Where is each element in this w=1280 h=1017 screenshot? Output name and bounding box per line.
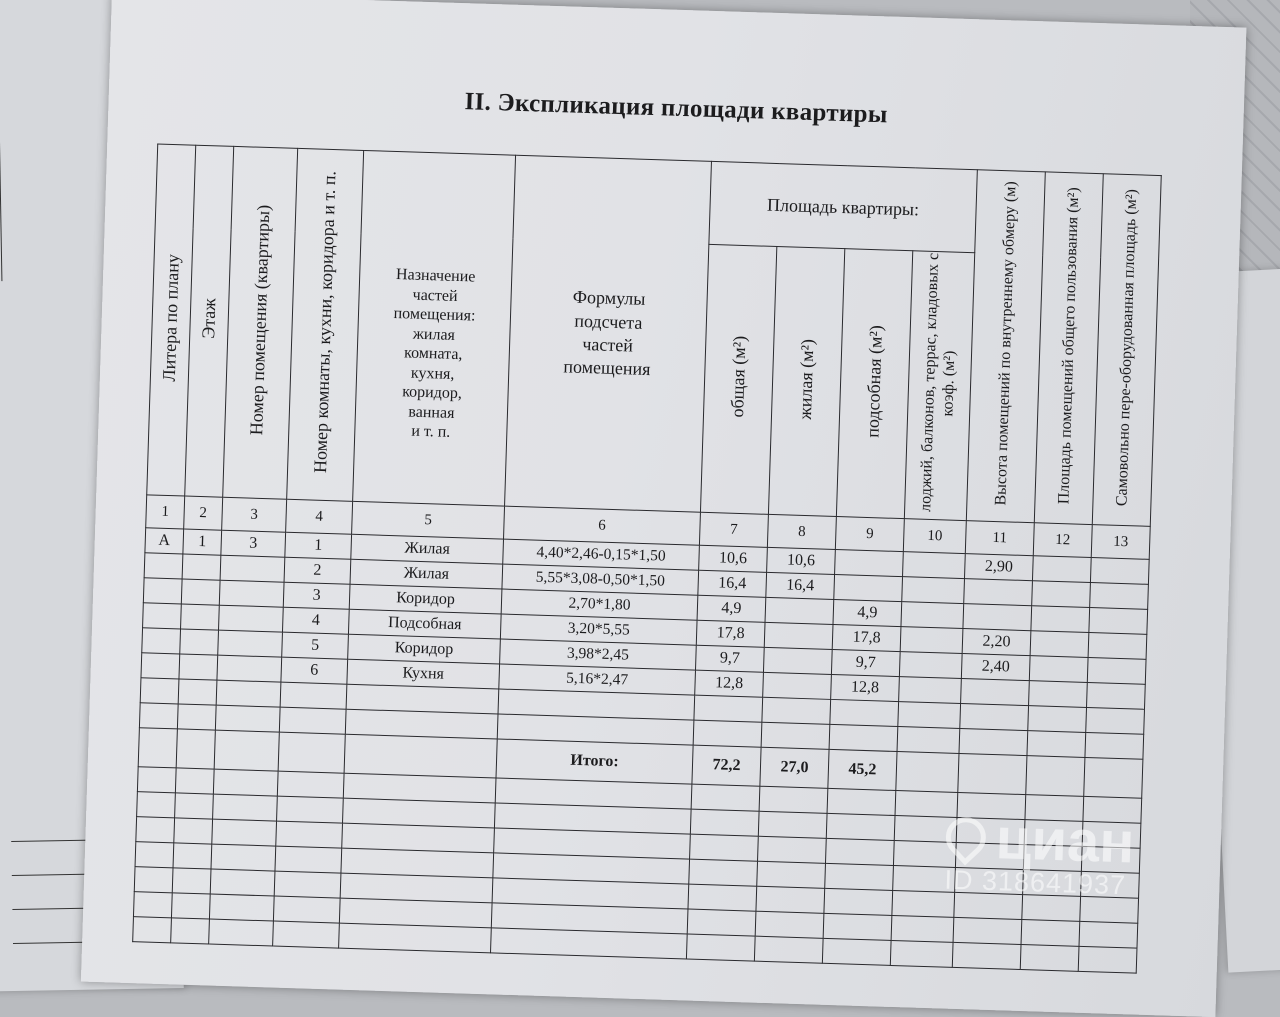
cell-empty (686, 934, 755, 961)
header-area-group: Площадь квартиры: (709, 161, 977, 252)
header-col-5 (353, 150, 516, 506)
cell-common (1032, 556, 1091, 583)
cell-room: 3 (283, 582, 350, 609)
cell-empty (756, 886, 825, 913)
cell-empty (823, 913, 892, 940)
cell-apt: 3 (221, 530, 286, 557)
document-page (81, 0, 1247, 1017)
cell-total: 17,8 (696, 620, 765, 647)
cell-empty (830, 699, 899, 726)
cell-empty (825, 863, 894, 890)
cell-total: 4,9 (697, 595, 766, 622)
cell-empty (491, 928, 688, 959)
cell-formula: 3,20*5,55 (500, 614, 697, 645)
cell-empty (277, 796, 344, 823)
cell-self (1087, 682, 1146, 709)
cell-empty (216, 680, 281, 707)
cell-living (765, 597, 834, 624)
cell-formula: 4,40*2,46-0,15*1,50 (503, 539, 700, 570)
column-number: 13 (1091, 525, 1150, 560)
cell-room: 5 (282, 632, 349, 659)
cell-empty (1021, 920, 1080, 947)
cell-empty (174, 818, 213, 844)
cell-floor (181, 604, 220, 630)
cell-living: 10,6 (767, 547, 836, 574)
cell-apt (219, 580, 284, 607)
purpose-header-line: жилая (412, 325, 456, 344)
cell-aux (835, 549, 904, 576)
cell-room: 4 (282, 607, 349, 634)
cell-room: 6 (281, 657, 348, 684)
cell-empty (958, 753, 1027, 794)
column-number: 10 (903, 519, 966, 554)
cell-loggia (901, 602, 964, 629)
cell-room: 1 (285, 532, 352, 559)
cell-empty (687, 909, 756, 936)
header-col-12: Площадь помещений общего пользования (м²) (1034, 172, 1103, 525)
totals-living: 27,0 (760, 747, 829, 788)
cell-empty (762, 697, 831, 724)
cell-empty (960, 704, 1029, 731)
column-number: 11 (965, 521, 1034, 556)
purpose-header-line: комната, (403, 344, 463, 364)
cell-loggia (903, 552, 966, 579)
cell-empty (173, 843, 212, 869)
cell-empty (213, 769, 278, 796)
sheet-frame-line (0, 21, 2, 281)
purpose-header-lines (355, 212, 513, 444)
cell-litera: А (145, 528, 184, 554)
column-number: 5 (352, 501, 505, 539)
cell-room: 2 (284, 557, 351, 584)
cell-formula: 3,98*2,45 (500, 639, 697, 670)
cell-floor (179, 654, 218, 680)
cell-empty (890, 940, 953, 967)
cell-litera (144, 553, 183, 579)
cell-formula: 2,70*1,80 (501, 589, 698, 620)
cell-living (763, 672, 832, 699)
cell-empty (210, 869, 275, 896)
header-col-9: подсобная (м²) (836, 249, 912, 519)
cell-empty (755, 911, 824, 938)
cell-living (763, 647, 832, 674)
watermark-id: ID 318641937 (944, 864, 1127, 901)
cell-empty (177, 704, 216, 730)
cell-empty (761, 722, 830, 749)
cell-height: 2,20 (962, 629, 1031, 656)
purpose-header-line: кухня, (410, 364, 455, 383)
cell-apt (217, 655, 282, 682)
column-number: 7 (699, 512, 768, 547)
column-number: 9 (835, 517, 904, 552)
cell-empty (138, 728, 177, 768)
cell-empty (897, 727, 960, 754)
cell-height (963, 604, 1032, 631)
watermark-brand: циан (994, 806, 1136, 876)
cell-purpose: Коридор (348, 634, 501, 664)
cell-empty (175, 793, 214, 819)
cell-empty (214, 730, 279, 771)
header-col-6 (505, 155, 712, 512)
cell-empty (276, 821, 343, 848)
cell-loggia (900, 627, 963, 654)
document-title: II. Экспликация площади квартиры (464, 88, 889, 129)
cell-aux: 12,8 (831, 674, 900, 701)
cell-litera (143, 578, 182, 604)
cell-empty (279, 707, 346, 734)
cell-purpose: Кухня (347, 659, 500, 689)
cell-empty (133, 917, 172, 943)
cell-empty (135, 842, 174, 868)
cell-purpose: Коридор (349, 584, 502, 614)
formula-header-line: Формулы (572, 286, 646, 310)
purpose-header-line: ванная (408, 403, 455, 422)
cell-empty (759, 786, 828, 813)
cell-empty (133, 892, 172, 918)
cell-empty (175, 768, 214, 794)
cell-empty (898, 702, 961, 729)
cell-aux: 4,9 (833, 599, 902, 626)
cell-height: 2,40 (961, 654, 1030, 681)
cell-living (764, 622, 833, 649)
column-number: 3 (222, 497, 287, 532)
cell-floor: 1 (183, 529, 222, 555)
cell-empty (896, 752, 959, 793)
cell-formula: 5,16*2,47 (499, 664, 696, 695)
cell-empty (822, 938, 891, 965)
purpose-header-line: частей (412, 286, 458, 305)
cell-empty (137, 767, 176, 793)
cell-height (964, 579, 1033, 606)
cell-floor (180, 629, 219, 655)
cell-apt (219, 605, 284, 632)
purpose-header-line: и т. п. (411, 422, 451, 442)
cell-empty (758, 836, 827, 863)
cell-total: 9,7 (695, 645, 764, 672)
cell-empty (280, 682, 347, 709)
cell-purpose: Подсобная (348, 609, 501, 639)
purpose-header-line: помещения: (393, 305, 476, 325)
cell-empty (953, 917, 1022, 944)
cell-empty (952, 942, 1021, 969)
header-row (155, 144, 1161, 258)
cell-empty (172, 868, 211, 894)
cell-total: 10,6 (699, 545, 768, 572)
cell-empty (273, 921, 340, 948)
cell-empty (213, 794, 278, 821)
cell-empty (827, 788, 896, 815)
cell-self (1088, 633, 1147, 660)
cell-empty (691, 784, 760, 811)
cell-self (1090, 558, 1149, 585)
cell-empty (1027, 731, 1086, 758)
cell-litera (141, 653, 180, 679)
header-col-3: Номер помещения (квартиры) (223, 146, 298, 499)
cell-empty (693, 720, 762, 747)
cell-purpose: Жилая (350, 559, 503, 589)
cell-empty (694, 695, 763, 722)
cell-floor (181, 579, 220, 605)
column-number: 8 (767, 514, 836, 549)
cell-empty (1026, 756, 1085, 797)
cell-apt (220, 555, 285, 582)
cell-empty (139, 703, 178, 729)
cell-purpose: Жилая (351, 534, 504, 564)
cell-empty (278, 732, 345, 773)
cell-empty (1079, 921, 1138, 948)
cell-empty (137, 792, 176, 818)
cell-empty (212, 819, 277, 846)
cell-empty (136, 817, 175, 843)
header-col-4: Номер комнаты, кухни, коридора и т. п. (287, 148, 364, 501)
cell-empty (690, 809, 759, 836)
cell-common (1032, 581, 1091, 608)
column-number: 6 (504, 506, 701, 545)
cell-empty (688, 884, 757, 911)
cell-total: 12,8 (695, 670, 764, 697)
cell-aux: 9,7 (831, 649, 900, 676)
cell-loggia (902, 577, 965, 604)
purpose-header-line: Назначение (395, 266, 476, 286)
cell-empty (344, 734, 497, 778)
cell-empty (209, 894, 274, 921)
header-col-8: жилая (м²) (768, 247, 844, 517)
cell-empty (829, 724, 898, 751)
cell-common (1031, 606, 1090, 633)
table-body (133, 528, 1150, 973)
cell-formula: 5,55*3,08-0,50*1,50 (502, 564, 699, 595)
column-number: 4 (286, 499, 353, 534)
cell-empty (1085, 732, 1144, 759)
cell-empty (275, 846, 342, 873)
cell-empty (171, 918, 210, 944)
cell-apt (218, 630, 283, 657)
cell-litera (142, 628, 181, 654)
location-pin-icon (938, 809, 995, 866)
purpose-header-line: коридор, (401, 383, 463, 403)
cell-empty (1020, 945, 1079, 972)
cell-empty (339, 923, 492, 953)
cell-empty (1028, 706, 1087, 733)
cell-empty (171, 893, 210, 919)
cell-empty (690, 834, 759, 861)
header-col-2: Этаж (185, 145, 234, 497)
formula-header-line: частей (582, 333, 634, 356)
cell-empty (826, 813, 895, 840)
cell-empty (277, 771, 344, 798)
cell-empty (274, 871, 341, 898)
cell-empty (209, 919, 274, 946)
cell-height: 2,90 (964, 554, 1033, 581)
cell-empty (178, 679, 217, 705)
cell-empty (1086, 707, 1145, 734)
cell-empty (891, 915, 954, 942)
header-col-11: Высота помещений по внутреннему обмеру (м) (966, 170, 1045, 523)
cell-empty (134, 867, 173, 893)
cell-empty (689, 859, 758, 886)
cell-empty (758, 811, 827, 838)
cell-loggia (899, 652, 962, 679)
cell-floor (182, 554, 221, 580)
cell-empty (824, 888, 893, 915)
header-col-13: Самовольно пере-оборудованная площадь (м²) (1092, 174, 1161, 527)
cell-empty (140, 678, 179, 704)
cell-aux (834, 574, 903, 601)
cell-height (961, 679, 1030, 706)
totals-total: 72,2 (692, 745, 761, 786)
column-number: 2 (184, 496, 223, 530)
cell-living: 16,4 (766, 572, 835, 599)
header-col-10: лоджий, балконов, террас, кладовых с коэф. (м²) (904, 251, 974, 521)
cell-empty (1080, 896, 1139, 923)
cell-self (1089, 608, 1148, 635)
header-col-7: общая (м²) (700, 244, 776, 514)
cell-empty (825, 838, 894, 865)
cell-total: 16,4 (698, 570, 767, 597)
header-col-1: Литера по плану (147, 144, 196, 496)
cell-common (1030, 631, 1089, 658)
column-number: 1 (146, 495, 185, 529)
cell-common (1029, 681, 1088, 708)
cell-loggia (899, 677, 962, 704)
cell-empty (757, 861, 826, 888)
column-number: 12 (1033, 523, 1092, 558)
watermark (944, 806, 1136, 901)
cell-common (1029, 656, 1088, 683)
cell-aux: 17,8 (832, 624, 901, 651)
cell-self (1090, 583, 1149, 610)
cell-empty (754, 936, 823, 963)
totals-label: Итого: (496, 739, 693, 784)
totals-aux: 45,2 (828, 749, 897, 790)
cell-empty (215, 705, 280, 732)
cell-empty (176, 729, 215, 769)
formula-header-line: помещения (563, 356, 651, 380)
cell-empty (959, 728, 1028, 755)
cell-empty (1084, 757, 1143, 798)
cell-litera (143, 603, 182, 629)
cell-self (1087, 657, 1146, 684)
formula-header-lines (509, 284, 707, 384)
formula-header-line: подсчета (574, 310, 643, 333)
cell-empty (211, 844, 276, 871)
cell-empty (273, 896, 340, 923)
